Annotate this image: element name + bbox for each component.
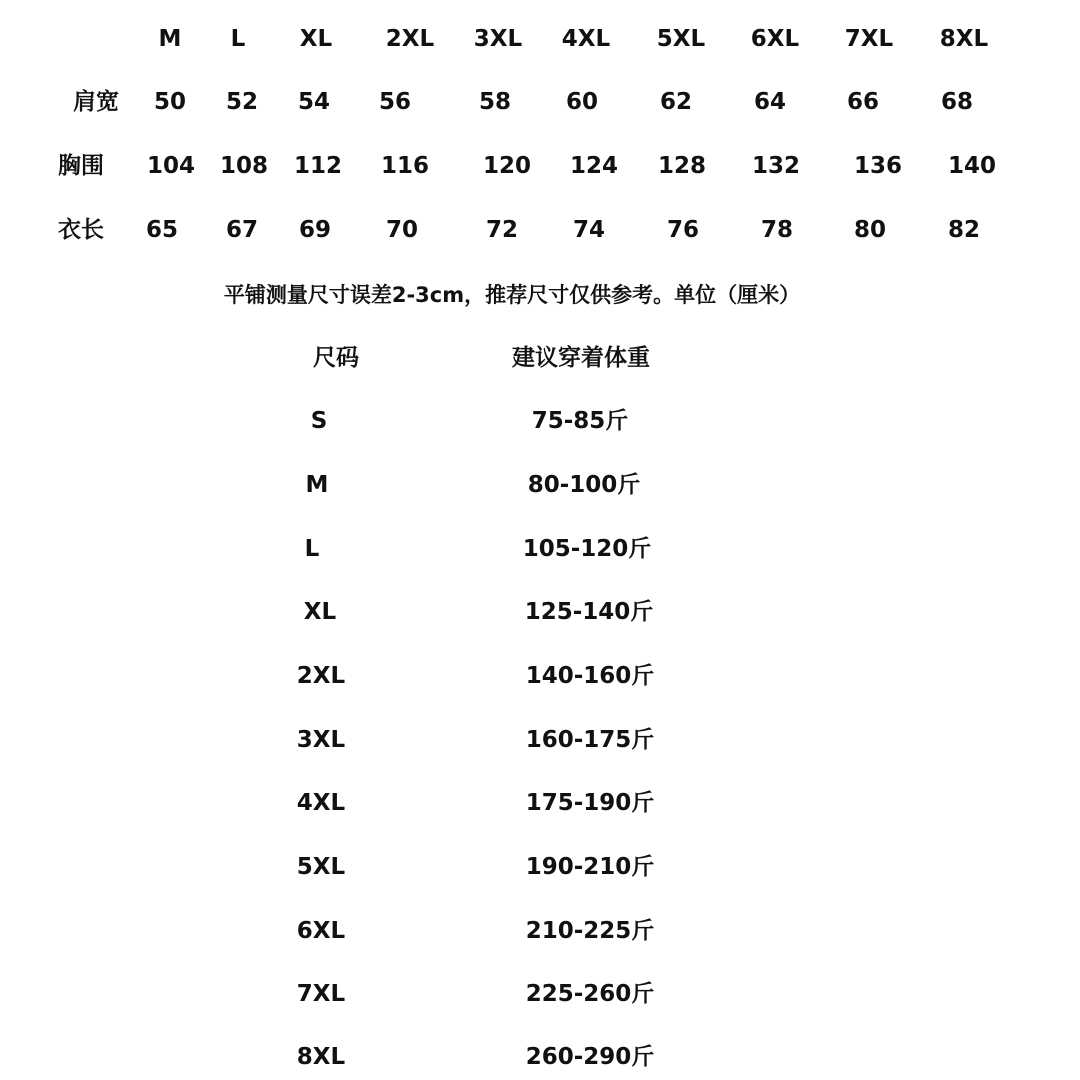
weight-row-value: 210-225斤 xyxy=(525,918,655,944)
table-cell: 116 xyxy=(380,153,430,179)
size-header-cell: 6XL xyxy=(750,26,800,52)
table-cell: 64 xyxy=(753,89,787,115)
measurement-note: 平铺测量尺寸误差2-3cm，推荐尺寸仅供参考。单位（厘米） xyxy=(223,283,801,307)
table-cell: 52 xyxy=(225,89,259,115)
size-header-cell: 7XL xyxy=(844,26,894,52)
size-header-cell: 3XL xyxy=(473,26,523,52)
table-cell: 104 xyxy=(146,153,196,179)
table-cell: 80 xyxy=(853,217,887,243)
row-label-length: 衣长 xyxy=(58,217,104,243)
table-cell: 56 xyxy=(378,89,412,115)
weight-row-size: XL xyxy=(303,599,337,625)
table-cell: 60 xyxy=(565,89,599,115)
weight-row-size: M xyxy=(305,472,329,498)
table-cell: 82 xyxy=(947,217,981,243)
weight-row-size: 6XL xyxy=(296,918,346,944)
table-cell: 140 xyxy=(947,153,997,179)
weight-row-size: 8XL xyxy=(296,1044,346,1070)
table-cell: 69 xyxy=(298,217,332,243)
table-cell: 124 xyxy=(569,153,619,179)
table-cell: 112 xyxy=(293,153,343,179)
weight-row-size: 3XL xyxy=(296,727,346,753)
weight-row-size: 2XL xyxy=(296,663,346,689)
table-cell: 50 xyxy=(153,89,187,115)
table-cell: 54 xyxy=(297,89,331,115)
weight-header-size: 尺码 xyxy=(313,345,359,371)
table-cell: 67 xyxy=(225,217,259,243)
table-cell: 65 xyxy=(145,217,179,243)
table-cell: 62 xyxy=(659,89,693,115)
weight-row-value: 140-160斤 xyxy=(525,663,655,689)
weight-row-value: 225-260斤 xyxy=(525,981,655,1007)
table-cell: 66 xyxy=(846,89,880,115)
table-cell: 136 xyxy=(853,153,903,179)
table-cell: 74 xyxy=(572,217,606,243)
size-header-cell: XL xyxy=(299,26,333,52)
size-header-cell: 8XL xyxy=(939,26,989,52)
table-cell: 72 xyxy=(485,217,519,243)
row-label-chest: 胸围 xyxy=(58,153,104,179)
weight-row-value: 175-190斤 xyxy=(525,790,655,816)
weight-row-value: 80-100斤 xyxy=(527,472,641,498)
table-cell: 120 xyxy=(482,153,532,179)
size-header-cell: 5XL xyxy=(656,26,706,52)
size-header-cell: L xyxy=(230,26,246,52)
table-cell: 68 xyxy=(940,89,974,115)
table-cell: 76 xyxy=(666,217,700,243)
weight-header-weight: 建议穿着体重 xyxy=(512,345,650,371)
table-cell: 70 xyxy=(385,217,419,243)
weight-row-value: 160-175斤 xyxy=(525,727,655,753)
weight-row-size: 4XL xyxy=(296,790,346,816)
table-cell: 58 xyxy=(478,89,512,115)
size-header-cell: M xyxy=(158,26,182,52)
table-cell: 128 xyxy=(657,153,707,179)
weight-row-value: 75-85斤 xyxy=(531,408,629,434)
table-cell: 78 xyxy=(760,217,794,243)
table-cell: 108 xyxy=(219,153,269,179)
size-header-cell: 2XL xyxy=(385,26,435,52)
weight-row-size: S xyxy=(310,408,328,434)
weight-row-value: 190-210斤 xyxy=(525,854,655,880)
weight-row-value: 105-120斤 xyxy=(522,536,652,562)
size-header-cell: 4XL xyxy=(561,26,611,52)
weight-row-value: 125-140斤 xyxy=(524,599,654,625)
weight-row-size: 7XL xyxy=(296,981,346,1007)
row-label-shoulder: 肩宽 xyxy=(73,89,119,115)
weight-row-size: 5XL xyxy=(296,854,346,880)
weight-row-size: L xyxy=(304,536,320,562)
table-cell: 132 xyxy=(751,153,801,179)
weight-row-value: 260-290斤 xyxy=(525,1044,655,1070)
